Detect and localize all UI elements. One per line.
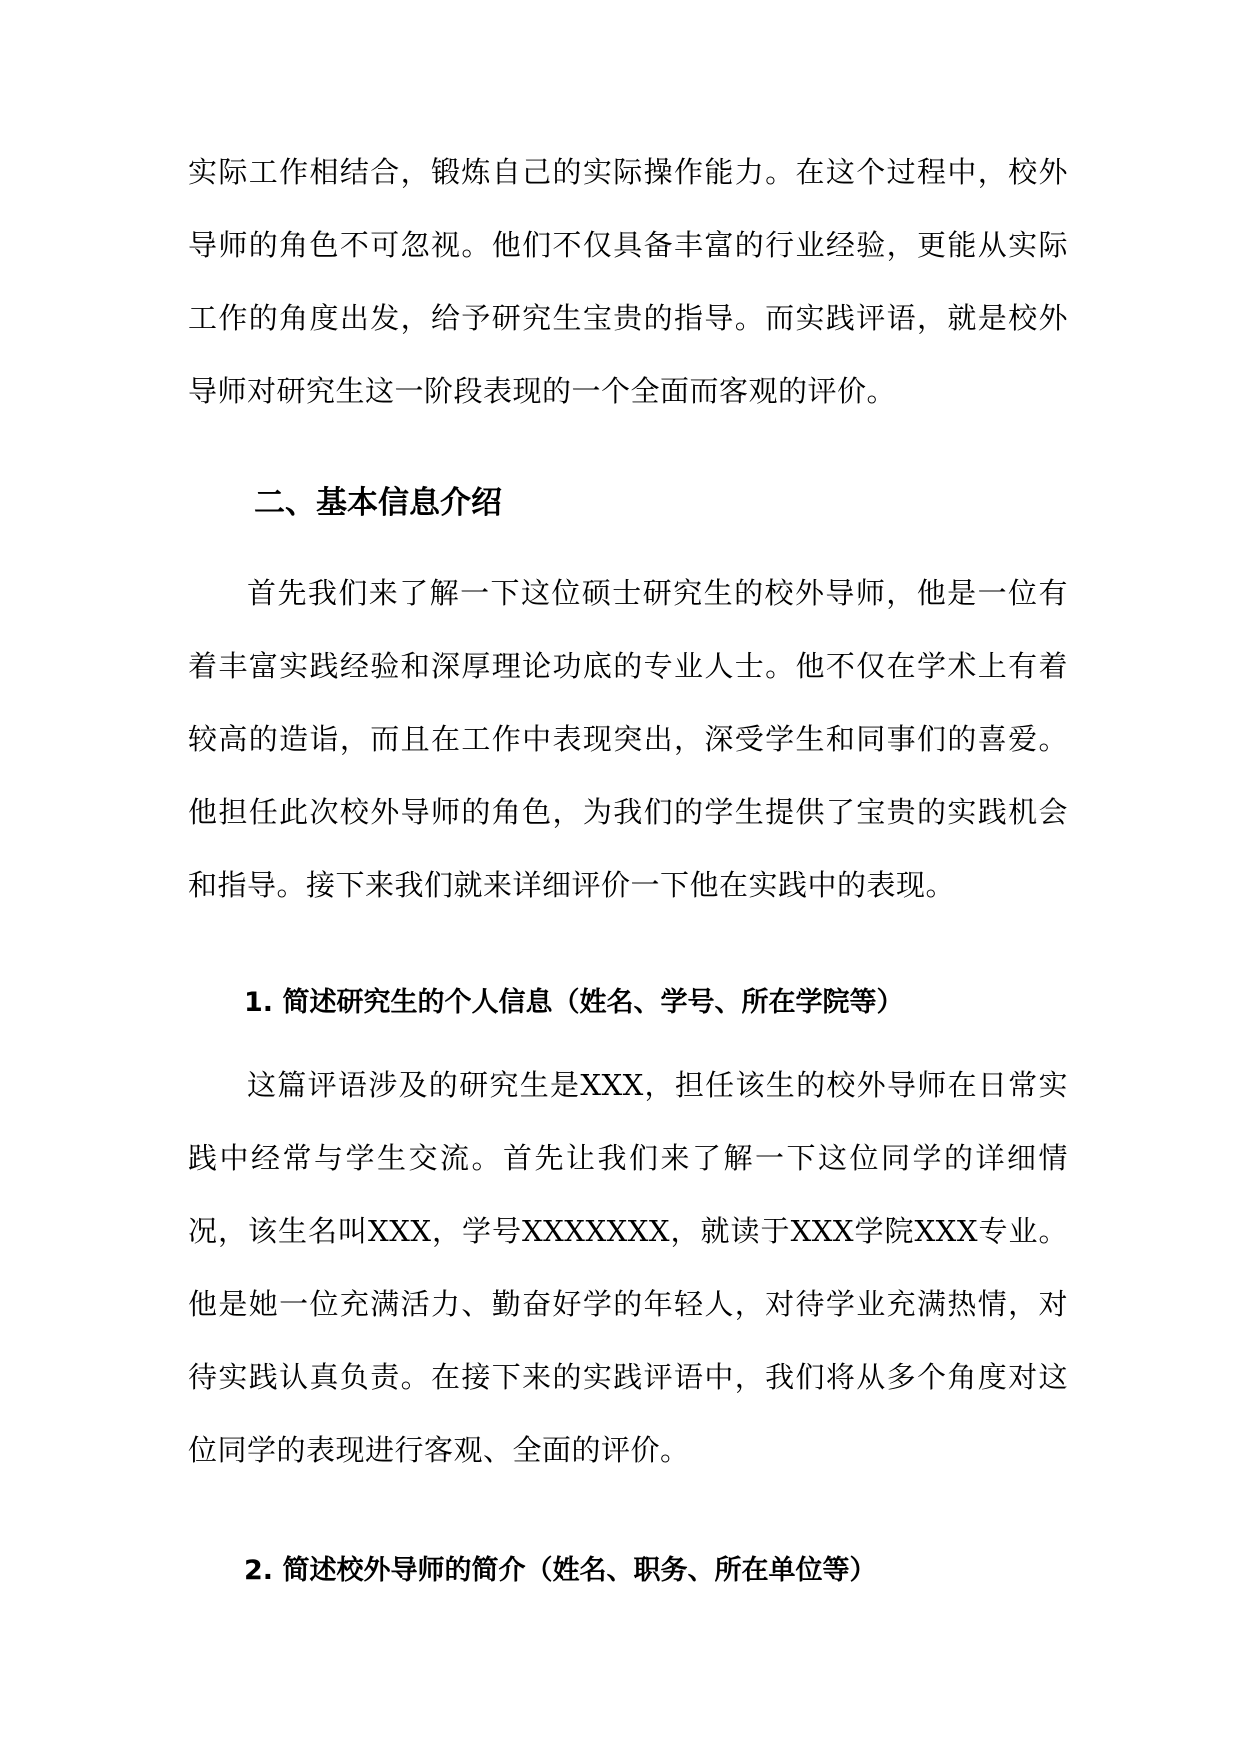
mentor-intro-paragraph: 首先我们来了解一下这位硕士研究生的校外导师，他是一位有着丰富实践经验和深厚理论功底的专业人士。他不仅在学术上有着较高的造诣，而且在工作中表现突出，深受学生和同事们的喜爱。他担任此次校外导师的角色，为我们的学生提供了宝贵的实践机会和指导。接下来我们就来详细评价一下他在实践中的表现。 [188, 576, 1068, 902]
section-heading-basic-info: 二、基本信息介绍 [254, 485, 502, 521]
subheading-mentor-profile: 2. 简述校外导师的简介（姓名、职务、所在单位等） [244, 1555, 877, 1586]
subheading-student-info: 1. 简述研究生的个人信息（姓名、学号、所在学院等） [244, 987, 904, 1018]
student-info-paragraph: 这篇评语涉及的研究生是XXX，担任该生的校外导师在日常实践中经常与学生交流。首先让我们来了解一下这位同学的详细情况，该生名叫XXX，学号XXXXXXX，就读于XXX学院XXX专业。他是她一位充满活力、勤奋好学的年轻人，对待学业充满热情，对待实践认真负责。在接下来的实践评语中，我们将从多个角度对这位同学的表现进行客观、全面的评价。 [188, 1068, 1068, 1467]
intro-paragraph-continued: 实际工作相结合，锻炼自己的实际操作能力。在这个过程中，校外导师的角色不可忽视。他们不仅具备丰富的行业经验，更能从实际工作的角度出发，给予研究生宝贵的指导。而实践评语，就是校外导师对研究生这一阶段表现的一个全面而客观的评价。 [188, 155, 1068, 408]
